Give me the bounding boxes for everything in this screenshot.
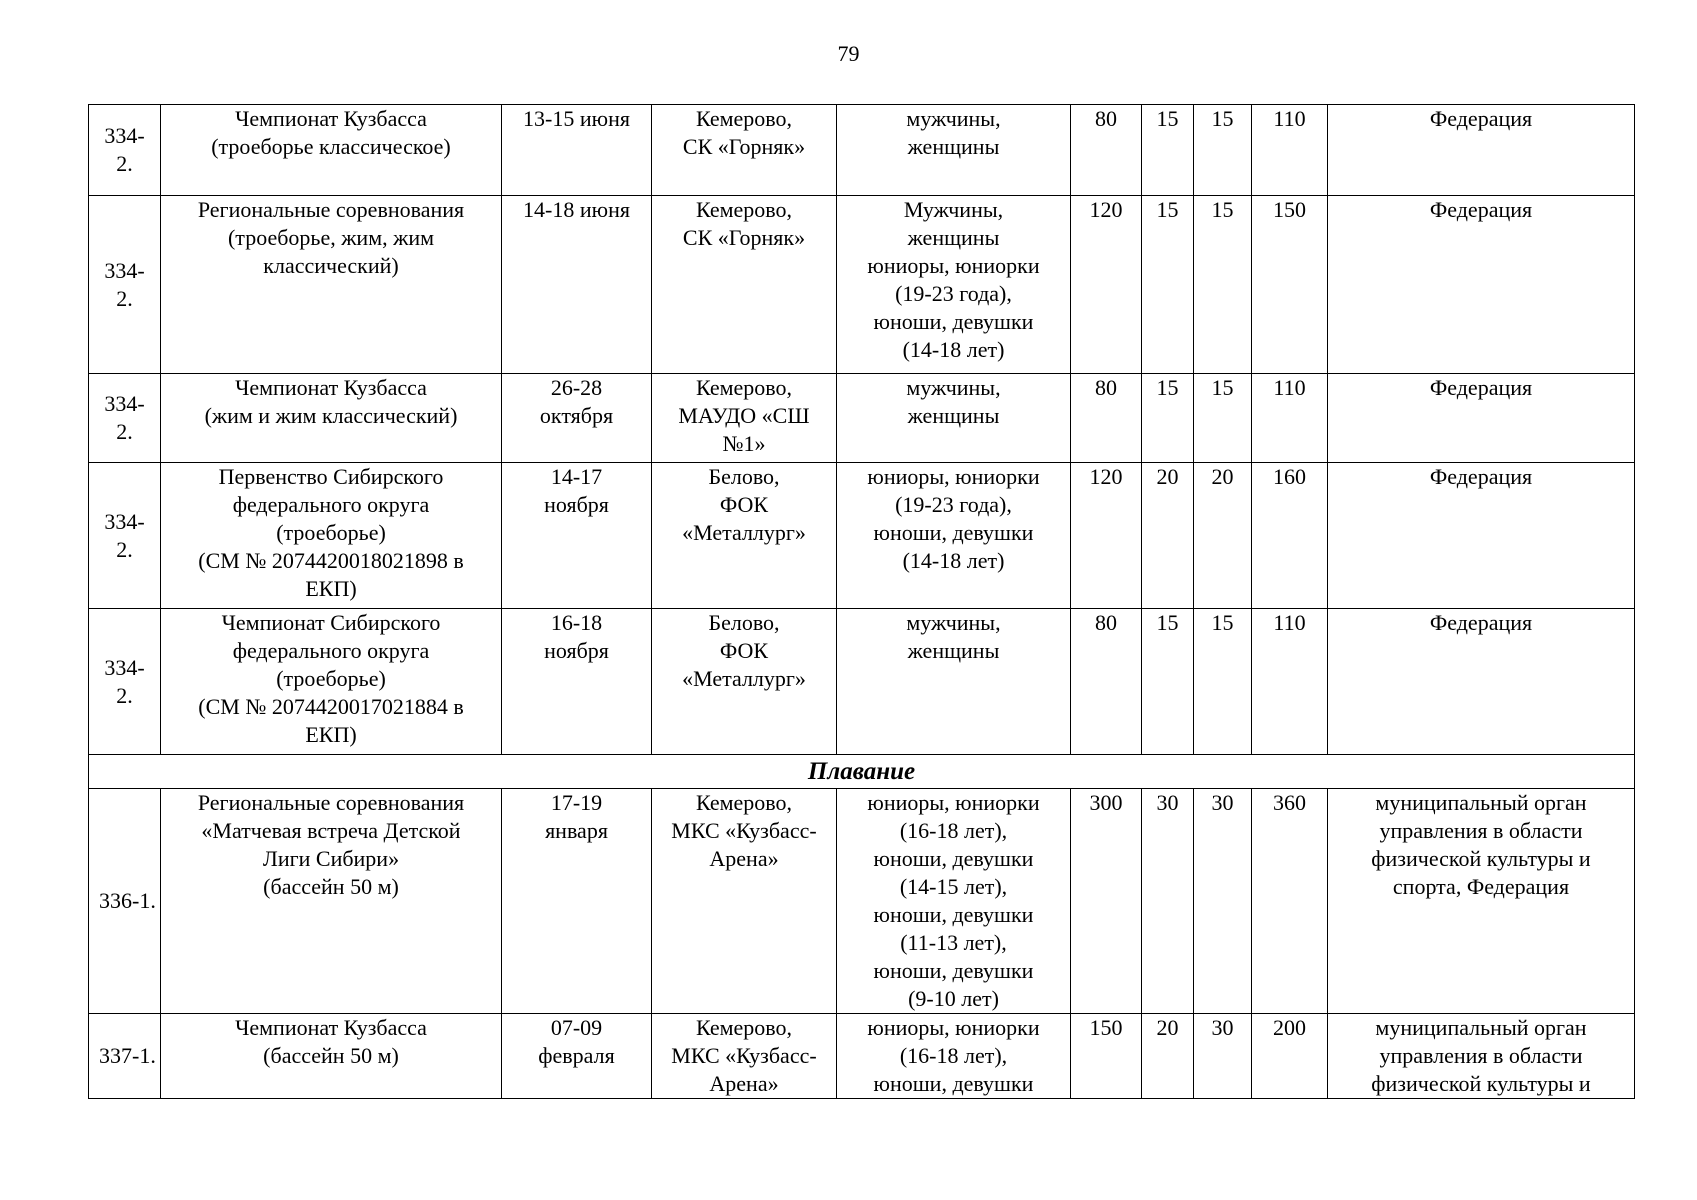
event-dates: 16-18 ноября <box>502 609 652 755</box>
judges-count: 15 <box>1142 196 1194 374</box>
event-place: Кемерово, МКС «Кузбасс- Арена» <box>652 789 837 1014</box>
event-name: Чемпионат Сибирского федерального округа (троеборье) (СМ № 2074420017021884 в ЕКП) <box>161 609 502 755</box>
event-participants: юниоры, юниорки (16-18 лет), юноши, девушки <box>837 1014 1071 1099</box>
table-row <box>89 609 1635 755</box>
coaches-count: 15 <box>1194 105 1252 196</box>
total-count: 200 <box>1252 1014 1328 1099</box>
event-participants: мужчины, женщины <box>837 105 1071 196</box>
event-dates: 07-09 февраля <box>502 1014 652 1099</box>
coaches-count: 15 <box>1194 374 1252 463</box>
coaches-count: 30 <box>1194 1014 1252 1099</box>
table-row <box>89 196 1635 374</box>
event-organizer: муниципальный орган управления в области физической культуры и спорта, Федерация <box>1328 789 1635 1014</box>
judges-count: 15 <box>1142 374 1194 463</box>
event-organizer: Федерация <box>1328 609 1635 755</box>
judges-count: 30 <box>1142 789 1194 1014</box>
table-row <box>89 1014 1635 1099</box>
total-count: 360 <box>1252 789 1328 1014</box>
table-row <box>89 789 1635 1014</box>
event-name: Региональные соревнования «Матчевая встреча Детской Лиги Сибири» (бассейн 50 м) <box>161 789 502 1014</box>
event-name: Чемпионат Кузбасса (троеборье классическое) <box>161 105 502 196</box>
event-participants: юниоры, юниорки (16-18 лет), юноши, девушки (14-15 лет), юноши, девушки (11-13 лет), юноши, девушки (9-10 лет) <box>837 789 1071 1014</box>
event-place: Кемерово, МАУДО «СШ №1» <box>652 374 837 463</box>
event-organizer: Федерация <box>1328 374 1635 463</box>
participants-count: 120 <box>1071 463 1142 609</box>
participants-count: 150 <box>1071 1014 1142 1099</box>
participants-count: 80 <box>1071 105 1142 196</box>
judges-count: 15 <box>1142 105 1194 196</box>
event-dates: 26-28 октября <box>502 374 652 463</box>
event-dates: 17-19 января <box>502 789 652 1014</box>
participants-count: 80 <box>1071 374 1142 463</box>
judges-count: 20 <box>1142 1014 1194 1099</box>
event-place: Белово, ФОК «Металлург» <box>652 463 837 609</box>
table-row <box>89 463 1635 609</box>
total-count: 160 <box>1252 463 1328 609</box>
event-organizer: Федерация <box>1328 463 1635 609</box>
table-row <box>89 374 1635 463</box>
event-dates: 13-15 июня <box>502 105 652 196</box>
total-count: 110 <box>1252 609 1328 755</box>
coaches-count: 15 <box>1194 196 1252 374</box>
event-name: Первенство Сибирского федерального округа (троеборье) (СМ № 2074420018021898 в ЕКП) <box>161 463 502 609</box>
table-row <box>89 105 1635 196</box>
participants-count: 300 <box>1071 789 1142 1014</box>
participants-count: 80 <box>1071 609 1142 755</box>
event-number: 334- 2. <box>89 463 161 609</box>
event-number: 334- 2. <box>89 105 161 196</box>
coaches-count: 20 <box>1194 463 1252 609</box>
event-name: Региональные соревнования (троеборье, жим, жим классический) <box>161 196 502 374</box>
section-row <box>89 755 1635 789</box>
event-name: Чемпионат Кузбасса (жим и жим классический) <box>161 374 502 463</box>
events-table <box>88 104 1635 1099</box>
coaches-count: 30 <box>1194 789 1252 1014</box>
total-count: 150 <box>1252 196 1328 374</box>
event-organizer: Федерация <box>1328 105 1635 196</box>
event-organizer: муниципальный орган управления в области физической культуры и <box>1328 1014 1635 1099</box>
event-organizer: Федерация <box>1328 196 1635 374</box>
coaches-count: 15 <box>1194 609 1252 755</box>
event-dates: 14-18 июня <box>502 196 652 374</box>
event-dates: 14-17 ноября <box>502 463 652 609</box>
event-place: Белово, ФОК «Металлург» <box>652 609 837 755</box>
event-place: Кемерово, СК «Горняк» <box>652 105 837 196</box>
event-participants: мужчины, женщины <box>837 374 1071 463</box>
section-title: Плавание <box>89 755 1635 789</box>
event-number: 334- 2. <box>89 196 161 374</box>
judges-count: 15 <box>1142 609 1194 755</box>
event-participants: мужчины, женщины <box>837 609 1071 755</box>
total-count: 110 <box>1252 105 1328 196</box>
event-place: Кемерово, МКС «Кузбасс- Арена» <box>652 1014 837 1099</box>
event-place: Кемерово, СК «Горняк» <box>652 196 837 374</box>
event-number: 334- 2. <box>89 609 161 755</box>
event-name: Чемпионат Кузбасса (бассейн 50 м) <box>161 1014 502 1099</box>
total-count: 110 <box>1252 374 1328 463</box>
event-number: 336-1. <box>89 789 161 1014</box>
event-participants: юниоры, юниорки (19-23 года), юноши, девушки (14-18 лет) <box>837 463 1071 609</box>
judges-count: 20 <box>1142 463 1194 609</box>
event-number: 337-1. <box>89 1014 161 1099</box>
event-participants: Мужчины, женщины юниоры, юниорки (19-23 года), юноши, девушки (14-18 лет) <box>837 196 1071 374</box>
participants-count: 120 <box>1071 196 1142 374</box>
page-number: 79 <box>837 41 860 66</box>
event-number: 334- 2. <box>89 374 161 463</box>
